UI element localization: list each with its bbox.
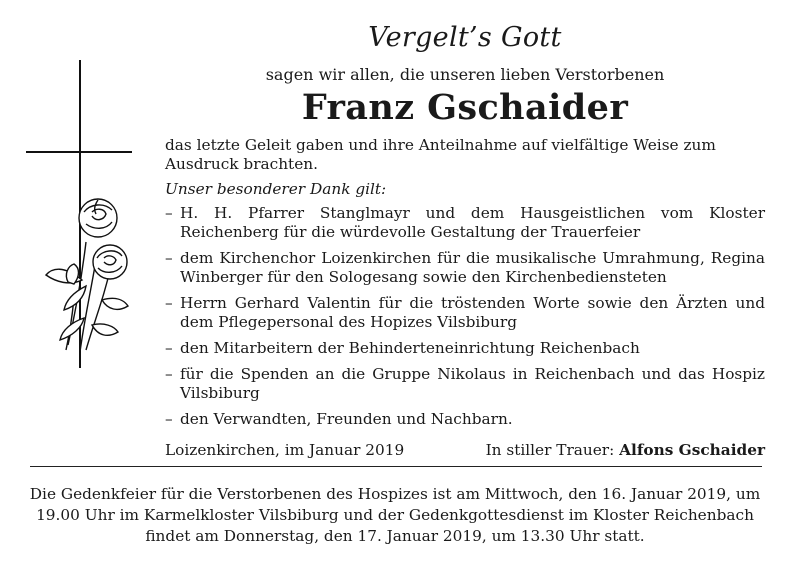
list-item-text: dem Kirchenchor Loizenkirchen für die musikalische Umrahmung, Regina Winberger für den Sologesang sowie den Kirchenbediensteten	[180, 249, 765, 286]
signature-line	[165, 441, 765, 459]
mourning-block	[486, 441, 765, 459]
cross-with-roses-icon	[24, 60, 144, 380]
page-title: Vergelt’s Gott	[368, 22, 562, 53]
deceased-name: Franz Gschaider	[301, 87, 629, 128]
mourner-name: Alfons Gschaider	[619, 441, 765, 459]
list-item-text: Herrn Gerhard Valentin für die tröstenden Worte sowie den Ärzten und dem Pflegepersonal des Hopizes Vilsbiburg	[180, 294, 765, 331]
divider	[30, 466, 762, 467]
intro-line: sagen wir allen, die unseren lieben Verstorbenen	[265, 65, 665, 84]
dash-bullet: –	[165, 339, 173, 357]
list-item	[165, 204, 765, 242]
list-item	[165, 339, 765, 358]
list-item	[165, 365, 765, 403]
dash-bullet: –	[165, 365, 173, 383]
list-item-text: den Mitarbeitern der Behinderteneinrichtung Reichenbach	[180, 339, 640, 357]
list-item	[165, 410, 765, 429]
memorial-service-note: Die Gedenkfeier für die Verstorbenen des Hospizes ist am Mittwoch, den 16. Januar 2019, um 19.00 Uhr im Karmelkloster Vilsbiburg und der Gedenkgottesdienst im Kloster Reichenbach findet am Donnerstag, den 17. Januar 2019, um 13.30 Uhr statt.	[29, 485, 761, 545]
dash-bullet: –	[165, 249, 173, 267]
place-date: Loizenkirchen, im Januar 2019	[165, 441, 405, 459]
notice-body	[165, 136, 765, 436]
dash-bullet: –	[165, 204, 173, 222]
list-item	[165, 249, 765, 287]
mourning-label: In stiller Trauer:	[485, 441, 615, 459]
thanks-list	[165, 204, 765, 429]
dash-bullet: –	[165, 294, 173, 312]
intro-paragraph: das letzte Geleit gaben und ihre Anteilnahme auf vielfältige Weise zum Ausdruck brachten.	[165, 136, 716, 173]
list-item	[165, 294, 765, 332]
list-item-text: für die Spenden an die Gruppe Nikolaus in Reichenbach und das Hospiz Vilsbiburg	[180, 365, 765, 402]
rose-bouquet-icon	[46, 199, 128, 352]
thanks-label: Unser besonderer Dank gilt:	[165, 180, 387, 198]
list-item-text: den Verwandten, Freunden und Nachbarn.	[180, 410, 513, 428]
dash-bullet: –	[165, 410, 173, 428]
list-item-text: H. H. Pfarrer Stanglmayr und dem Hausgeistlichen vom Kloster Reichenberg für die würdevolle Gestaltung der Trauerfeier	[180, 204, 765, 241]
